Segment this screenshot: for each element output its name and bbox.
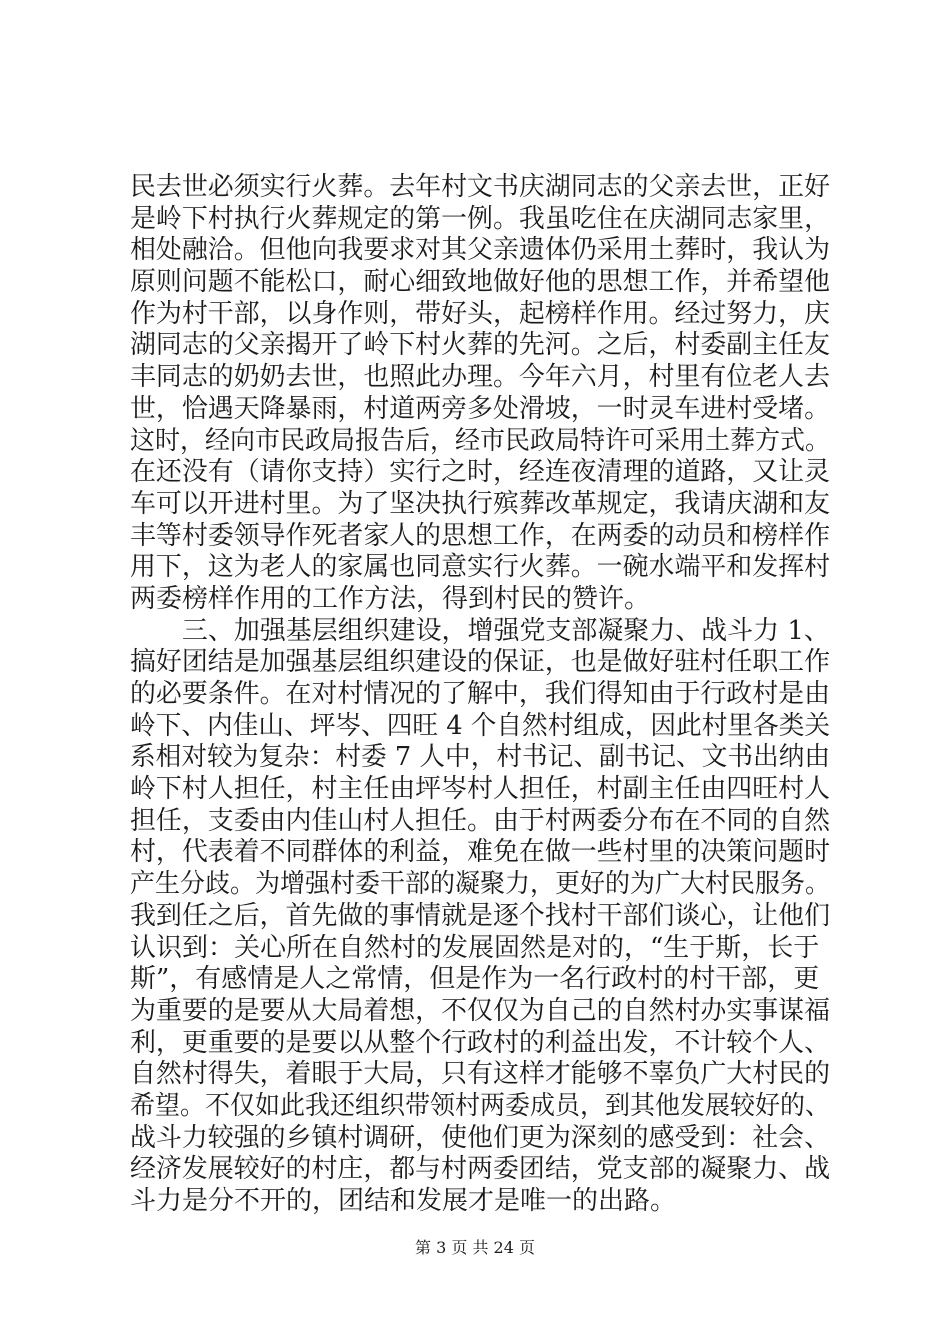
text-line: 丰同志的奶奶去世，也照此办理。今年六月，村里有位老人去 (130, 362, 831, 393)
text-line: 三、加强基层组织建设，增强党支部凝聚力、战斗力 1、 (130, 615, 830, 646)
text-line: 斗力是分不开的，团结和发展才是唯一的出路。 (130, 1186, 677, 1216)
text-line: 岭下、内佳山、坪岑、四旺 4 个自然村组成，因此村里各类关 (130, 710, 831, 741)
text-line: 的必要条件。在对村情况的了解中，我们得知由于行政村是由 (130, 679, 831, 709)
body-text (130, 172, 830, 1218)
text-line: 相处融洽。但他向我要求对其父亲遗体仍采用土葬时，我认为 (130, 235, 831, 266)
text-line: 利，更重要的是要以从整个行政村的利益出发，不计较个人、 (130, 1027, 831, 1058)
text-line: 湖同志的父亲揭开了岭下村火葬的先河。之后，村委副主任友 (130, 330, 831, 361)
text-line: 世，恰遇天降暴雨，村道两旁多处滑坡，一时灵车进村受堵。 (130, 393, 831, 424)
text-line: 是岭下村执行火葬规定的第一例。我虽吃住在庆湖同志家里， (130, 203, 831, 234)
text-line: 在还没有（请你支持）实行之时，经连夜清理的道路，又让灵 (130, 457, 831, 488)
text-line: 产生分歧。为增强村委干部的凝聚力，更好的为广大村民服务。 (130, 869, 831, 900)
page-footer: 第 3 页 共 24 页 (415, 1238, 535, 1257)
text-line: 战斗力较强的乡镇村调研，使他们更为深刻的感受到：社会、 (130, 1122, 831, 1153)
text-line: 两委榜样作用的工作方法，得到村民的赞许。 (130, 583, 651, 614)
text-line: 原则问题不能松口，耐心细致地做好他的思想工作，并希望他 (130, 267, 831, 298)
text-line: 经济发展较好的村庄，都与村两委团结，党支部的凝聚力、战 (130, 1154, 831, 1185)
text-line: 用下，这为老人的家属也同意实行火葬。一碗水端平和发挥村 (130, 552, 831, 583)
text-line: 民去世必须实行火葬。去年村文书庆湖同志的父亲去世，正好 (130, 172, 831, 202)
text-line: 为重要的是要从大局着想，不仅仅为自己的自然村办实事谋福 (130, 995, 831, 1026)
text-line: 车可以开进村里。为了坚决执行殡葬改革规定，我请庆湖和友 (130, 488, 831, 519)
text-line: 岭下村人担任，村主任由坪岑村人担任，村副主任由四旺村人 (130, 774, 831, 805)
text-line: 村，代表着不同群体的利益，难免在做一些村里的决策问题时 (130, 837, 831, 868)
text-line: 认识到：关心所在自然村的发展固然是对的，“生于斯，长于 (130, 932, 820, 963)
text-line: 担任，支委由内佳山村人担任。由于村两委分布在不同的自然 (130, 805, 831, 836)
text-line: 搞好团结是加强基层组织建设的保证，也是做好驻村任职工作 (130, 647, 831, 678)
text-line: 这时，经向市民政局报告后，经市民政局特许可采用土葬方式。 (130, 425, 831, 456)
text-line: 自然村得失，着眼于大局，只有这样才能够不辜负广大村民的 (130, 1059, 831, 1090)
text-line: 我到任之后，首先做的事情就是逐个找村干部们谈心，让他们 (130, 900, 831, 931)
text-line: 作为村干部，以身作则，带好头，起榜样作用。经过努力，庆 (130, 298, 831, 329)
text-line: 丰等村委领导作死者家人的思想工作，在两委的动员和榜样作 (130, 520, 831, 551)
text-line: 系相对较为复杂：村委 7 人中，村书记、副书记、文书出纳由 (130, 742, 831, 773)
text-line: 希望。不仅如此我还组织带领村两委成员，到其他发展较好的、 (130, 1090, 831, 1121)
text-line: 斯”，有感情是人之常情，但是作为一名行政村的村干部，更 (130, 964, 820, 995)
